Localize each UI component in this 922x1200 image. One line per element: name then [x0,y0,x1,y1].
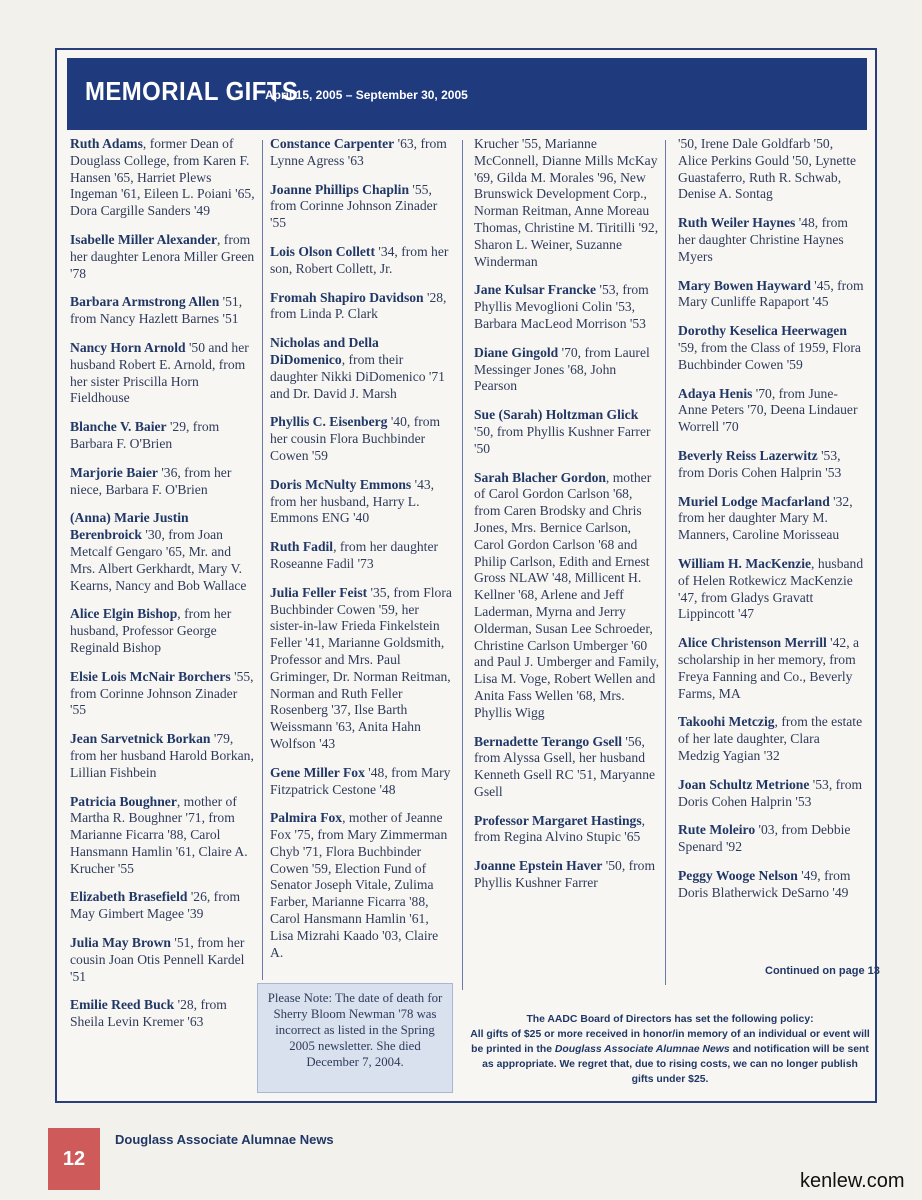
honoree-name: Marjorie Baier [70,464,158,480]
honoree-name: Gene Miller Fox [270,764,365,780]
donor-text: '40, from her cousin Flora Buchbinder Cowen '59 [270,414,441,463]
donor-text: '50, from Phyllis Kushner Farrer [474,858,656,891]
memorial-entry [270,136,454,170]
honoree-name: Jane Kulsar Francke [474,282,597,298]
honoree-name: Patricia Boughner [70,793,177,809]
memorial-entry [270,290,454,324]
memorial-entry [270,244,454,278]
memorial-entry [678,323,864,373]
column-4 [678,136,864,913]
honoree-name: Sarah Blacher Gordon [474,469,606,485]
honoree-name: Adaya Henis [678,385,753,401]
donor-text: '42, a scholarship in her memory, from Freya Fanning and Co., Beverly Farms, MA [678,635,860,701]
donor-text: '43, from her husband, Harry L. Emmons ENG '40 [270,476,435,526]
donor-text: , from her husband, Professor George Reginald Bishop [70,606,232,655]
memorial-entry [270,810,454,961]
donor-text: '03, from Debbie Spenard '92 [678,822,851,855]
memorial-entry [678,494,864,544]
memorial-entry [70,510,256,594]
donor-text: '49, from Doris Blatherwick DeSarno '49 [678,867,851,900]
honoree-name: Joan Schultz Metrione [678,776,810,792]
memorial-entry [270,765,454,799]
memorial-entry [474,858,660,892]
honoree-name: Rute Moleiro [678,822,756,838]
continued-note: Continued on page 13 [765,965,880,977]
honoree-name: Nancy Horn Arnold [70,339,186,355]
memorial-entry [678,136,864,203]
honoree-name: Julia May Brown [70,935,171,951]
honoree-name: Ruth Fadil [270,539,334,555]
publication-title: Douglass Associate Alumnae News [115,1132,334,1147]
honoree-name: Joanne Epstein Haver [474,858,603,874]
column-2 [270,136,454,973]
donor-text: '30, from Joan Metcalf Gengaro '65, Mr. and Mrs. Albert Gerkhardt, Mary V. Kearns, Nancy and Bob Wallace [70,527,247,593]
honoree-name: Beverly Reiss Lazerwitz [678,447,818,463]
honoree-name: Joanne Phillips Chaplin [270,181,410,197]
honoree-name: Phyllis C. Eisenberg [270,414,388,430]
donor-text: '29, from Barbara F. O'Brien [70,419,220,451]
policy-text-2: and notification will be sent as appropriate. We regret that, due to rising costs, we can no longer publish gifts under $25. [482,1044,869,1085]
donor-text: '55, from Corinne Johnson Zinader '55 [70,668,254,718]
donor-text: '48, from Mary Fitzpatrick Cestone '48 [270,764,451,797]
donor-text: '36, from her niece, Barbara F. O'Brien [70,464,232,497]
donor-text: '70, from Laurel Messinger Jones '68, John Pearson [474,344,650,394]
watermark: kenlew.com [800,1170,905,1192]
page-title: MEMORIAL GIFTS [85,76,299,106]
honoree-name: Constance Carpenter [270,136,395,151]
donor-text: '70, from June-Anne Peters '70, Deena Lindauer Worrell '70 [678,385,858,435]
column-divider [665,140,666,985]
donor-text: , mother of Carol Gordon Carlson '68, from Caren Brodsky and Chris Jones, Mrs. Bernice Carlson, Carol Gordon Carlson '68 and Philip Carlson, Edith and Ernest Gross NLAW '48, Millicent H. Kellner '68, Arlene and Jeff Laderman, Myrna and Jerry Olderman, Susan Lee Schroeder, Christine Carlson Umberger '60 and Paul J. Umberger and Family, Lisa M. Voge, Robert Wellen and Anita Fass Wellen '68, Mrs. Phyllis Wigg [474,469,659,720]
memorial-entry [270,182,454,232]
correction-note: Please Note: The date of death for Sherry Bloom Newman '78 was incorrect as listed in the Spring 2005 newsletter. She died December 7, 2004. [257,983,453,1093]
donor-text: '79, from her husband Harold Borkan, Lillian Fishbein [70,731,254,780]
honoree-name: Ruth Weiler Haynes [678,215,796,231]
donor-text: '50, Irene Dale Goldfarb '50, Alice Perkins Gould '50, Lynette Guastaferro, Ruth R. Schwab, Denise A. Sontag [678,136,857,202]
memorial-entry [70,794,256,878]
column-divider [262,140,263,980]
donor-text: '53, from Phyllis Mevoglioni Colin '53, Barbara MacLeod Morrison '53 [474,282,649,331]
honoree-name: Nicholas and Della DiDomenico [270,335,379,367]
memorial-entry [678,868,864,902]
donor-text: '51, from her cousin Joan Otis Pennell Kardel '51 [70,935,245,984]
donor-text: '50, from Phyllis Kushner Farrer '50 [474,423,651,456]
donor-text: '48, from her daughter Christine Haynes Myers [678,215,848,264]
donor-text: , from Regina Alvino Stupic '65 [474,812,646,845]
title-banner [67,58,867,130]
donor-text: , mother of Jeanne Fox '75, from Mary Zimmerman Chyb '71, Flora Buchbinder Cowen '59, Election Fund of Senator Joseph Vitale, Zulima Farber, Marianne Ficarra '88, Carol Hansmann Hamlin '61, Lisa Mizrahi Kaado '03, Claire A. [270,810,448,960]
honoree-name: Palmira Fox [270,810,343,826]
honoree-name: Fromah Shapiro Davidson [270,289,424,305]
honoree-name: Bernadette Terango Gsell [474,733,623,749]
memorial-entry [474,470,660,722]
donor-text: '34, from her son, Robert Collett, Jr. [270,243,449,276]
honoree-name: Peggy Wooge Nelson [678,867,798,883]
date-range: April 15, 2005 – September 30, 2005 [265,88,468,102]
donor-text: , husband of Helen Rotkewicz MacKenzie '47, from Gladys Gravatt Lippincott '47 [678,555,864,622]
donor-text: , from the estate of her late daughter, Clara Medzig Yagian '32 [678,714,863,763]
donor-text: '32, from her daughter Mary M. Manners, Caroline Morisseau [678,493,853,543]
memorial-entry [678,635,864,702]
memorial-entry [70,935,256,985]
memorial-entry [70,669,256,719]
memorial-entry [678,278,864,312]
memorial-entry [474,407,660,457]
honoree-name: Isabelle Miller Alexander [70,231,217,247]
honoree-name: Alice Christenson Merrill [678,635,827,651]
donor-text: , from their daughter Nikki DiDomenico '71 and Dr. David J. Marsh [270,351,445,401]
memorial-entry [678,777,864,811]
honoree-name: Professor Margaret Hastings [474,812,642,828]
honoree-name: Blanche V. Baier [70,419,167,435]
memorial-entry [474,282,660,332]
honoree-name: Doris McNulty Emmons [270,476,412,492]
memorial-entry [474,813,660,847]
honoree-name: Elizabeth Brasefield [70,889,188,905]
donor-text: '45, from Mary Cunliffe Rapaport '45 [678,277,864,310]
memorial-entry [70,465,256,499]
memorial-entry [270,539,454,573]
memorial-entry [678,822,864,856]
policy-publication: Douglass Associate Alumnae News [554,1044,730,1055]
donor-text: '26, from May Gimbert Magee '39 [70,889,241,922]
honoree-name: William H. MacKenzie [678,555,812,571]
policy-text-1: All gifts of $25 or more received in honor/in memory of an individual or event will be printed in the [470,1029,870,1055]
honoree-name: Diane Gingold [474,344,559,360]
policy-heading: The AADC Board of Directors has set the following policy: [526,1014,814,1025]
memorial-entry [678,215,864,265]
honoree-name: Alice Elgin Bishop [70,606,178,622]
honoree-name: Ruth Adams [70,136,143,151]
column-1 [70,136,256,1043]
gift-policy [470,1012,870,1087]
donor-text: , mother of Martha R. Boughner '71, from Marianne Ficarra '88, Carol Hansmann Hamlin '61, Claire A. Krucher '55 [70,793,248,876]
honoree-name: Barbara Armstrong Allen [70,294,220,310]
memorial-entry [678,448,864,482]
donor-text: , from her daughter Roseanne Fadil '73 [270,539,439,571]
donor-text: '28, from Sheila Levin Kremer '63 [70,997,227,1030]
donor-text: '35, from Flora Buchbinder Cowen '59, her sister-in-law Frieda Finkelstein Feller '41, Marianne Goldsmith, Professor and Mrs. Paul Griminger, Dr. Norman Reitman, Norman and Ruth Feller Rosenberg '37, Ilse Barth Weissmann '63, Anita Hahn Wolfson '43 [270,584,452,751]
donor-text: '53, from Doris Cohen Halprin '53 [678,447,842,480]
memorial-entry [270,477,454,527]
honoree-name: Takoohi Metczig [678,714,775,730]
memorial-entry [474,734,660,801]
honoree-name: Jean Sarvetnick Borkan [70,731,211,747]
memorial-entry [474,136,660,270]
donor-text: '55, from Corinne Johnson Zinader '55 [270,181,438,231]
donor-text: '53, from Doris Cohen Halprin '53 [678,776,863,809]
column-3 [474,136,660,904]
donor-text: Krucher '55, Marianne McConnell, Dianne Mills McKay '69, Gilda M. Morales '96, New Brunswick Development Corp., Norman Reitman, Anne Moreau Thomas, Christine M. Tiritilli '92, Sharon L. Weiner, Suzanne Winderman [474,136,659,269]
memorial-entry [70,136,256,220]
memorial-entry [70,232,256,282]
memorial-entry [678,714,864,764]
memorial-entry [70,731,256,781]
honoree-name: Dorothy Keselica Heerwagen [678,323,847,339]
donor-text: '63, from Lynne Agress '63 [270,136,447,168]
memorial-entry [70,889,256,923]
honoree-name: Emilie Reed Buck [70,997,175,1013]
honoree-name: Lois Olson Collett [270,243,375,259]
memorial-entry [678,556,864,623]
honoree-name: Sue (Sarah) Holtzman Glick [474,407,639,423]
memorial-entry [678,386,864,436]
memorial-entry [70,294,256,328]
donor-text: , former Dean of Douglass College, from Karen F. Hansen '65, Harriet Plews Ingeman '61, Eileen L. Poiani '65, Dora Cargille Sanders '49 [70,136,255,219]
memorial-entry [270,335,454,402]
donor-text: '51, from Nancy Hazlett Barnes '51 [70,294,243,327]
page-number: 12 [48,1128,100,1190]
honoree-name: Muriel Lodge Macfarland [678,493,830,509]
memorial-entry [70,997,256,1031]
donor-text: , from her daughter Lenora Miller Green '78 [70,231,255,281]
memorial-entry [70,419,256,453]
honoree-name: Julia Feller Feist [270,584,368,600]
memorial-entry [270,585,454,753]
memorial-entry [70,606,256,656]
donor-text: '56, from Alyssa Gsell, her husband Kenneth Gsell RC '51, Maryanne Gsell [474,733,656,799]
memorial-entry [70,340,256,407]
donor-text: '50 and her husband Robert E. Arnold, from her sister Priscilla Horn Fieldhouse [70,339,249,406]
honoree-name: Elsie Lois McNair Borchers [70,668,231,684]
honoree-name: Mary Bowen Hayward [678,277,811,293]
donor-text: '59, from the Class of 1959, Flora Buchbinder Cowen '59 [678,339,861,372]
column-divider [462,140,463,990]
memorial-entry [270,414,454,464]
memorial-entry [474,345,660,395]
donor-text: '28, from Linda P. Clark [270,289,447,322]
honoree-name: (Anna) Marie Justin Berenbroick [70,510,189,543]
